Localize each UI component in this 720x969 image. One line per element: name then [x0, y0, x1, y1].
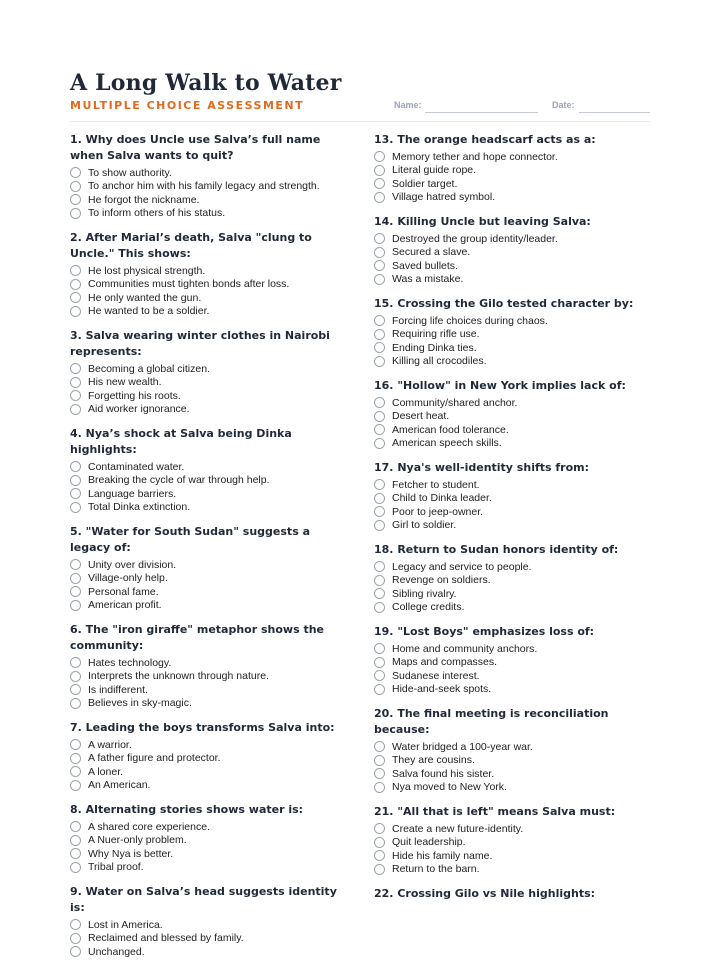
- answer-option[interactable]: [70, 834, 350, 848]
- answer-option[interactable]: [374, 781, 654, 795]
- option-label: A shared core experience.: [88, 820, 210, 833]
- option-label: Total Dinka extinction.: [88, 501, 191, 514]
- question-block: [70, 720, 350, 792]
- option-label: A loner.: [88, 765, 124, 778]
- answer-option[interactable]: [374, 246, 654, 260]
- radio-circle-icon[interactable]: [70, 265, 81, 276]
- radio-circle-icon[interactable]: [70, 559, 81, 570]
- answer-option[interactable]: [374, 767, 654, 781]
- radio-circle-icon[interactable]: [70, 390, 81, 401]
- answer-option[interactable]: [374, 273, 654, 287]
- question-text: 8. Alternating stories shows water is:: [70, 803, 304, 816]
- option-label: Why Nya is better.: [88, 847, 174, 860]
- option-label: To anchor him with his family legacy and strength.: [88, 180, 320, 193]
- radio-circle-icon[interactable]: [70, 502, 81, 513]
- question-text: 1. Why does Uncle use Salva’s full name when Salva wants to quit?: [70, 133, 321, 162]
- radio-circle-icon[interactable]: [374, 151, 385, 162]
- question-text: 3. Salva wearing winter clothes in Nairobi represents:: [70, 329, 330, 358]
- answer-option[interactable]: [70, 820, 350, 834]
- radio-circle-icon[interactable]: [374, 823, 385, 834]
- option-label: Fetcher to student.: [392, 478, 480, 491]
- question-text: 14. Killing Uncle but leaving Salva:: [374, 215, 591, 228]
- answer-option[interactable]: [374, 574, 654, 588]
- option-label: Hates technology.: [88, 656, 172, 669]
- option-label: Hide his family name.: [392, 849, 493, 862]
- option-label: Sudanese interest.: [392, 669, 480, 682]
- answer-option[interactable]: [70, 264, 350, 278]
- radio-circle-icon[interactable]: [374, 850, 385, 861]
- option-label: Home and community anchors.: [392, 642, 538, 655]
- answer-option[interactable]: [374, 822, 654, 836]
- option-label: Aid worker ignorance.: [88, 403, 190, 416]
- answer-option[interactable]: [70, 180, 350, 194]
- answer-option[interactable]: [374, 396, 654, 410]
- question-text: 20. The final meeting is reconciliation because:: [374, 707, 609, 736]
- option-label: Desert heat.: [392, 410, 450, 423]
- option-label: Poor to jeep-owner.: [392, 505, 484, 518]
- answer-option[interactable]: [70, 460, 350, 474]
- radio-circle-icon[interactable]: [374, 165, 385, 176]
- radio-circle-icon[interactable]: [374, 329, 385, 340]
- radio-circle-icon[interactable]: [70, 835, 81, 846]
- radio-circle-icon[interactable]: [70, 753, 81, 764]
- option-label: Memory tether and hope connector.: [392, 150, 558, 163]
- option-label: Sibling rivalry.: [392, 587, 457, 600]
- question-text: 21. "All that is left" means Salva must:: [374, 805, 616, 818]
- option-label: Personal fame.: [88, 585, 159, 598]
- option-label: Saved bullets.: [392, 259, 458, 272]
- answer-option[interactable]: [70, 861, 350, 875]
- radio-circle-icon[interactable]: [70, 780, 81, 791]
- question-block: [374, 214, 654, 286]
- radio-circle-icon[interactable]: [70, 461, 81, 472]
- question-text: 13. The orange headscarf acts as a:: [374, 133, 596, 146]
- option-label: Village hatred symbol.: [392, 191, 496, 204]
- option-label: Believes in sky-magic.: [88, 697, 192, 710]
- question-text: 16. "Hollow" in New York implies lack of:: [374, 379, 626, 392]
- option-label: Legacy and service to people.: [392, 560, 532, 573]
- radio-circle-icon[interactable]: [374, 342, 385, 353]
- answer-option[interactable]: [70, 207, 350, 221]
- question-text: 22. Crossing Gilo vs Nile highlights:: [374, 887, 596, 900]
- radio-circle-icon[interactable]: [70, 848, 81, 859]
- right-column: [374, 132, 654, 912]
- option-label: Salva found his sister.: [392, 767, 495, 780]
- radio-circle-icon[interactable]: [70, 488, 81, 499]
- option-label: Nya moved to New York.: [392, 781, 507, 794]
- radio-circle-icon[interactable]: [374, 411, 385, 422]
- answer-option[interactable]: [374, 437, 654, 451]
- option-label: Maps and compasses.: [392, 656, 498, 669]
- page-title: A Long Walk to Water: [70, 70, 342, 96]
- question-block: [70, 132, 350, 220]
- question-block: [70, 524, 350, 612]
- question-block: [374, 296, 654, 368]
- option-label: Language barriers.: [88, 487, 177, 500]
- option-label: Is indifferent.: [88, 683, 148, 696]
- radio-circle-icon[interactable]: [70, 739, 81, 750]
- answer-option[interactable]: [374, 259, 654, 273]
- radio-circle-icon[interactable]: [374, 657, 385, 668]
- answer-option[interactable]: [374, 164, 654, 178]
- option-label: A Nuer-only problem.: [88, 834, 187, 847]
- answer-option[interactable]: [374, 505, 654, 519]
- option-label: Lost in America.: [88, 918, 163, 931]
- question-text: 4. Nya’s shock at Salva being Dinka highlights:: [70, 427, 292, 456]
- answer-option[interactable]: [70, 932, 350, 946]
- radio-circle-icon[interactable]: [374, 356, 385, 367]
- option-label: They are cousins.: [392, 754, 475, 767]
- option-label: Contaminated water.: [88, 460, 185, 473]
- answer-option[interactable]: [374, 669, 654, 683]
- page-subtitle: MULTIPLE CHOICE ASSESSMENT: [70, 99, 305, 112]
- radio-circle-icon[interactable]: [70, 208, 81, 219]
- answer-option[interactable]: [70, 376, 350, 390]
- option-label: Return to the barn.: [392, 863, 480, 876]
- answer-option[interactable]: [70, 291, 350, 305]
- answer-option[interactable]: [374, 492, 654, 506]
- answer-option[interactable]: [70, 403, 350, 417]
- question-text: 15. Crossing the Gilo tested character by:: [374, 297, 634, 310]
- answer-option[interactable]: [70, 362, 350, 376]
- radio-circle-icon[interactable]: [374, 438, 385, 449]
- radio-circle-icon[interactable]: [70, 684, 81, 695]
- question-block: [374, 378, 654, 450]
- option-label: Was a mistake.: [392, 273, 464, 286]
- radio-circle-icon[interactable]: [374, 837, 385, 848]
- radio-circle-icon[interactable]: [70, 475, 81, 486]
- question-block: [374, 804, 654, 876]
- question-block: [374, 624, 654, 696]
- option-label: He forgot the nickname.: [88, 193, 200, 206]
- radio-circle-icon[interactable]: [70, 698, 81, 709]
- answer-option[interactable]: [374, 740, 654, 754]
- radio-circle-icon[interactable]: [374, 315, 385, 326]
- answer-option[interactable]: [374, 341, 654, 355]
- answer-option[interactable]: [374, 754, 654, 768]
- option-label: Unchanged.: [88, 945, 145, 958]
- option-label: Literal guide rope.: [392, 164, 477, 177]
- radio-circle-icon[interactable]: [374, 397, 385, 408]
- option-label: Forcing life choices during chaos.: [392, 314, 548, 327]
- option-label: He lost physical strength.: [88, 264, 206, 277]
- radio-circle-icon[interactable]: [374, 233, 385, 244]
- radio-circle-icon[interactable]: [374, 424, 385, 435]
- question-text: 5. "Water for South Sudan" suggests a legacy of:: [70, 525, 310, 554]
- radio-circle-icon[interactable]: [374, 479, 385, 490]
- option-label: He wanted to be a soldier.: [88, 305, 210, 318]
- radio-circle-icon[interactable]: [70, 404, 81, 415]
- radio-circle-icon[interactable]: [70, 933, 81, 944]
- question-block: [70, 802, 350, 874]
- option-label: Soldier target.: [392, 177, 458, 190]
- question-block: [70, 230, 350, 318]
- radio-circle-icon[interactable]: [374, 768, 385, 779]
- answer-option[interactable]: [70, 847, 350, 861]
- radio-circle-icon[interactable]: [70, 946, 81, 957]
- radio-circle-icon[interactable]: [70, 377, 81, 388]
- radio-circle-icon[interactable]: [70, 194, 81, 205]
- answer-option[interactable]: [374, 656, 654, 670]
- option-label: To inform others of his status.: [88, 207, 226, 220]
- option-label: American profit.: [88, 599, 162, 612]
- option-label: Killing all crocodiles.: [392, 355, 487, 368]
- radio-circle-icon[interactable]: [70, 821, 81, 832]
- answer-option[interactable]: [374, 410, 654, 424]
- question-block: [70, 328, 350, 416]
- question-text: 9. Water on Salva’s head suggests identity is:: [70, 885, 337, 914]
- question-block: [374, 886, 654, 902]
- answer-option[interactable]: [70, 765, 350, 779]
- radio-circle-icon[interactable]: [374, 561, 385, 572]
- option-label: Communities must tighten bonds after loss.: [88, 278, 290, 291]
- option-label: His new wealth.: [88, 376, 162, 389]
- answer-option[interactable]: [374, 150, 654, 164]
- question-text: 18. Return to Sudan honors identity of:: [374, 543, 619, 556]
- option-label: Girl to soldier.: [392, 519, 457, 532]
- radio-circle-icon[interactable]: [374, 864, 385, 875]
- radio-circle-icon[interactable]: [374, 274, 385, 285]
- option-label: Water bridged a 100-year war.: [392, 740, 533, 753]
- option-label: Reclaimed and blessed by family.: [88, 932, 244, 945]
- answer-option[interactable]: [374, 232, 654, 246]
- radio-circle-icon[interactable]: [70, 573, 81, 584]
- radio-circle-icon[interactable]: [374, 178, 385, 189]
- answer-option[interactable]: [70, 572, 350, 586]
- radio-circle-icon[interactable]: [374, 493, 385, 504]
- radio-circle-icon[interactable]: [374, 192, 385, 203]
- answer-option[interactable]: [374, 328, 654, 342]
- answer-option[interactable]: [70, 278, 350, 292]
- option-label: An American.: [88, 779, 151, 792]
- option-label: American food tolerance.: [392, 423, 509, 436]
- option-label: A father figure and protector.: [88, 752, 221, 765]
- option-label: Hide-and-seek spots.: [392, 683, 492, 696]
- question-block: [374, 132, 654, 204]
- question-block: [374, 460, 654, 532]
- radio-circle-icon[interactable]: [70, 671, 81, 682]
- question-text: 2. After Marial’s death, Salva "clung to Uncle." This shows:: [70, 231, 312, 260]
- question-block: [70, 622, 350, 710]
- radio-circle-icon[interactable]: [70, 279, 81, 290]
- option-label: American speech skills.: [392, 437, 502, 450]
- answer-option[interactable]: [374, 642, 654, 656]
- option-label: Secured a slave.: [392, 246, 471, 259]
- option-label: Destroyed the group identity/leader.: [392, 232, 558, 245]
- answer-option[interactable]: [374, 519, 654, 533]
- radio-circle-icon[interactable]: [70, 862, 81, 873]
- answer-option[interactable]: [70, 670, 350, 684]
- answer-option[interactable]: [70, 599, 350, 613]
- radio-circle-icon[interactable]: [374, 506, 385, 517]
- radio-circle-icon[interactable]: [70, 292, 81, 303]
- answer-option[interactable]: [70, 487, 350, 501]
- answer-option[interactable]: [374, 423, 654, 437]
- radio-circle-icon[interactable]: [70, 657, 81, 668]
- option-label: Quit leadership.: [392, 836, 466, 849]
- answer-option[interactable]: [70, 305, 350, 319]
- answer-option[interactable]: [374, 601, 654, 615]
- answer-option[interactable]: [70, 389, 350, 403]
- option-label: Breaking the cycle of war through help.: [88, 474, 270, 487]
- radio-circle-icon[interactable]: [374, 588, 385, 599]
- answer-option[interactable]: [70, 585, 350, 599]
- answer-option[interactable]: [374, 849, 654, 863]
- left-column: [70, 132, 350, 969]
- option-label: Village-only help.: [88, 572, 168, 585]
- answer-option[interactable]: [374, 836, 654, 850]
- option-label: He only wanted the gun.: [88, 291, 202, 304]
- radio-circle-icon[interactable]: [374, 782, 385, 793]
- option-label: Create a new future-identity.: [392, 822, 524, 835]
- answer-option[interactable]: [70, 501, 350, 515]
- answer-option[interactable]: [70, 558, 350, 572]
- option-label: Child to Dinka leader.: [392, 492, 492, 505]
- name-label: Name:: [394, 100, 422, 110]
- radio-circle-icon[interactable]: [70, 766, 81, 777]
- answer-option[interactable]: [374, 863, 654, 877]
- answer-option[interactable]: [70, 193, 350, 207]
- answer-option[interactable]: [70, 738, 350, 752]
- radio-circle-icon[interactable]: [70, 600, 81, 611]
- radio-circle-icon[interactable]: [374, 684, 385, 695]
- answer-option[interactable]: [70, 779, 350, 793]
- answer-option[interactable]: [70, 918, 350, 932]
- option-label: Becoming a global citizen.: [88, 362, 210, 375]
- answer-option[interactable]: [374, 177, 654, 191]
- option-label: Tribal proof.: [88, 861, 144, 874]
- answer-option[interactable]: [70, 474, 350, 488]
- question-block: [70, 426, 350, 514]
- answer-option[interactable]: [374, 314, 654, 328]
- option-label: Revenge on soldiers.: [392, 574, 491, 587]
- answer-option[interactable]: [374, 355, 654, 369]
- radio-circle-icon[interactable]: [374, 643, 385, 654]
- radio-circle-icon[interactable]: [374, 520, 385, 531]
- option-label: Interprets the unknown through nature.: [88, 670, 269, 683]
- option-label: Requiring rifle use.: [392, 328, 480, 341]
- answer-option[interactable]: [374, 587, 654, 601]
- answer-option[interactable]: [70, 752, 350, 766]
- question-block: [70, 884, 350, 959]
- question-block: [374, 706, 654, 794]
- radio-circle-icon[interactable]: [374, 602, 385, 613]
- option-label: Community/shared anchor.: [392, 396, 518, 409]
- answer-option[interactable]: [374, 191, 654, 205]
- date-label: Date:: [552, 100, 575, 110]
- option-label: Forgetting his roots.: [88, 389, 181, 402]
- answer-option[interactable]: [374, 478, 654, 492]
- radio-circle-icon[interactable]: [374, 755, 385, 766]
- option-label: A warrior.: [88, 738, 132, 751]
- option-label: Ending Dinka ties.: [392, 341, 477, 354]
- answer-option[interactable]: [374, 560, 654, 574]
- radio-circle-icon[interactable]: [70, 919, 81, 930]
- radio-circle-icon[interactable]: [70, 167, 81, 178]
- answer-option[interactable]: [70, 697, 350, 711]
- question-text: 19. "Lost Boys" emphasizes loss of:: [374, 625, 595, 638]
- answer-option[interactable]: [70, 945, 350, 959]
- radio-circle-icon[interactable]: [374, 670, 385, 681]
- radio-circle-icon[interactable]: [70, 586, 81, 597]
- answer-option[interactable]: [70, 683, 350, 697]
- radio-circle-icon[interactable]: [70, 306, 81, 317]
- answer-option[interactable]: [374, 683, 654, 697]
- question-text: 6. The "iron giraffe" metaphor shows the community:: [70, 623, 324, 652]
- question-block: [374, 542, 654, 614]
- radio-circle-icon[interactable]: [374, 575, 385, 586]
- question-text: 7. Leading the boys transforms Salva into:: [70, 721, 335, 734]
- answer-option[interactable]: [70, 656, 350, 670]
- radio-circle-icon[interactable]: [70, 181, 81, 192]
- option-label: College credits.: [392, 601, 465, 614]
- option-label: To show authority.: [88, 166, 172, 179]
- radio-circle-icon[interactable]: [70, 363, 81, 374]
- question-text: 17. Nya's well-identity shifts from:: [374, 461, 590, 474]
- radio-circle-icon[interactable]: [374, 247, 385, 258]
- option-label: Unity over division.: [88, 558, 177, 571]
- radio-circle-icon[interactable]: [374, 741, 385, 752]
- radio-circle-icon[interactable]: [374, 260, 385, 271]
- answer-option[interactable]: [70, 166, 350, 180]
